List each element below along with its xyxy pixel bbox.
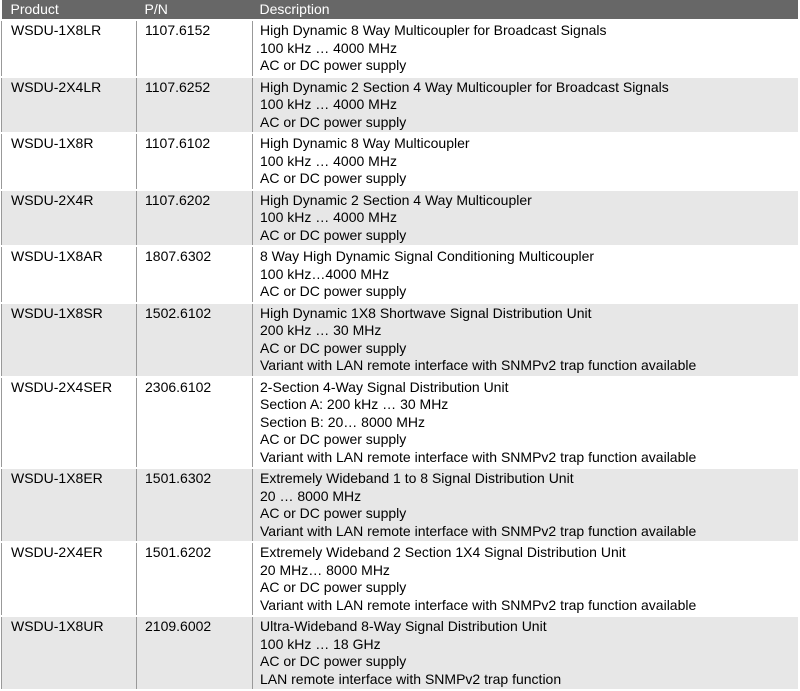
description-line: Extremely Wideband 1 to 8 Signal Distribution Unit: [260, 470, 574, 486]
description-line: AC or DC power supply: [260, 505, 407, 521]
table-row: [2, 377, 799, 469]
description-cell: [253, 542, 799, 616]
description-line: 20 … 8000 MHz: [260, 487, 362, 504]
product-cell: WSDU-1X8R: [2, 133, 137, 190]
product-cell: WSDU-1X8ER: [2, 468, 137, 542]
description-line: High Dynamic 1X8 Shortwave Signal Distribution Unit: [260, 304, 592, 321]
description-line: AC or DC power supply: [260, 339, 407, 356]
description-line: AC or DC power supply: [260, 113, 407, 130]
product-cell: WSDU-1X8UR: [2, 616, 137, 690]
product-cell: WSDU-2X4LR: [2, 77, 137, 134]
description-line: Variant with LAN remote interface with SNMPv2 trap function available: [260, 448, 697, 465]
description-line: Extremely Wideband 2 Section 1X4 Signal Distribution Unit: [260, 544, 626, 560]
table-row: [2, 468, 799, 542]
description-cell: [253, 77, 799, 134]
table-row: [2, 133, 799, 190]
table-row: [2, 303, 799, 377]
description-line: Section A: 200 kHz … 30 MHz: [260, 396, 449, 412]
description-line: Variant with LAN remote interface with SNMPv2 trap function available: [260, 596, 697, 613]
table-row: [2, 616, 799, 690]
table-row: [2, 246, 799, 303]
description-cell: [253, 303, 799, 377]
column-header-product: Product: [2, 0, 137, 20]
description-line: 100 kHz … 18 GHz: [260, 635, 381, 652]
description-line: AC or DC power supply: [260, 170, 407, 186]
product-cell: WSDU-2X4ER: [2, 542, 137, 616]
table-header: [2, 0, 799, 20]
pn-cell: 1502.6102: [137, 303, 253, 377]
description-line: High Dynamic 8 Way Multicoupler: [260, 135, 470, 151]
description-line: High Dynamic 8 Way Multicoupler for Broadcast Signals: [260, 22, 607, 38]
pn-cell: 2306.6102: [137, 377, 253, 469]
pn-cell: 1107.6202: [137, 190, 253, 247]
description-cell: [253, 190, 799, 247]
description-line: 20 MHz… 8000 MHz: [260, 561, 390, 578]
table-row: [2, 20, 799, 77]
product-table: [1, 0, 799, 691]
description-cell: [253, 246, 799, 303]
table-row: [2, 190, 799, 247]
description-line: Section B: 20… 8000 MHz: [260, 413, 425, 430]
description-line: 100 kHz … 4000 MHz: [260, 96, 397, 112]
pn-cell: 1807.6302: [137, 246, 253, 303]
description-cell: [253, 616, 799, 690]
description-cell: [253, 468, 799, 542]
column-header-description: Description: [253, 0, 799, 20]
description-line: High Dynamic 2 Section 4 Way Multicoupler: [260, 191, 532, 208]
description-line: 100 kHz … 4000 MHz: [260, 39, 397, 56]
description-cell: [253, 377, 799, 469]
product-cell: WSDU-1X8AR: [2, 246, 137, 303]
description-line: 2-Section 4-Way Signal Distribution Unit: [260, 378, 509, 395]
description-line: LAN remote interface with SNMPv2 trap function: [260, 670, 562, 687]
pn-cell: 1107.6252: [137, 77, 253, 134]
description-line: AC or DC power supply: [260, 57, 407, 73]
description-line: AC or DC power supply: [260, 431, 407, 447]
table-row: [2, 542, 799, 616]
column-header-pn: P/N: [137, 0, 253, 20]
product-cell: WSDU-1X8LR: [2, 20, 137, 77]
pn-cell: 1107.6152: [137, 20, 253, 77]
header-row: [2, 0, 799, 20]
product-cell: WSDU-1X8SR: [2, 303, 137, 377]
description-line: Ultra-Wideband 8-Way Signal Distribution Unit: [260, 618, 547, 634]
description-cell: [253, 20, 799, 77]
pn-cell: 1107.6102: [137, 133, 253, 190]
description-line: Variant with LAN remote interface with SNMPv2 trap function available: [260, 357, 697, 373]
description-line: AC or DC power supply: [260, 579, 407, 595]
product-cell: WSDU-2X4R: [2, 190, 137, 247]
product-table-body: [2, 20, 799, 690]
product-cell: WSDU-2X4SER: [2, 377, 137, 469]
description-line: 200 kHz … 30 MHz: [260, 322, 382, 338]
description-cell: [253, 133, 799, 190]
description-line: 100 kHz … 4000 MHz: [260, 152, 397, 169]
pn-cell: 1501.6202: [137, 542, 253, 616]
description-line: AC or DC power supply: [260, 226, 407, 243]
description-line: AC or DC power supply: [260, 653, 407, 669]
table-row: [2, 77, 799, 134]
description-line: High Dynamic 2 Section 4 Way Multicoupler for Broadcast Signals: [260, 78, 669, 95]
pn-cell: 1501.6302: [137, 468, 253, 542]
description-line: 100 kHz…4000 MHz: [260, 265, 390, 282]
description-line: Variant with LAN remote interface with SNMPv2 trap function available: [260, 522, 697, 539]
description-line: 8 Way High Dynamic Signal Conditioning Multicoupler: [260, 248, 595, 264]
description-line: 100 kHz … 4000 MHz: [260, 209, 397, 225]
description-line: AC or DC power supply: [260, 283, 407, 299]
pn-cell: 2109.6002: [137, 616, 253, 690]
